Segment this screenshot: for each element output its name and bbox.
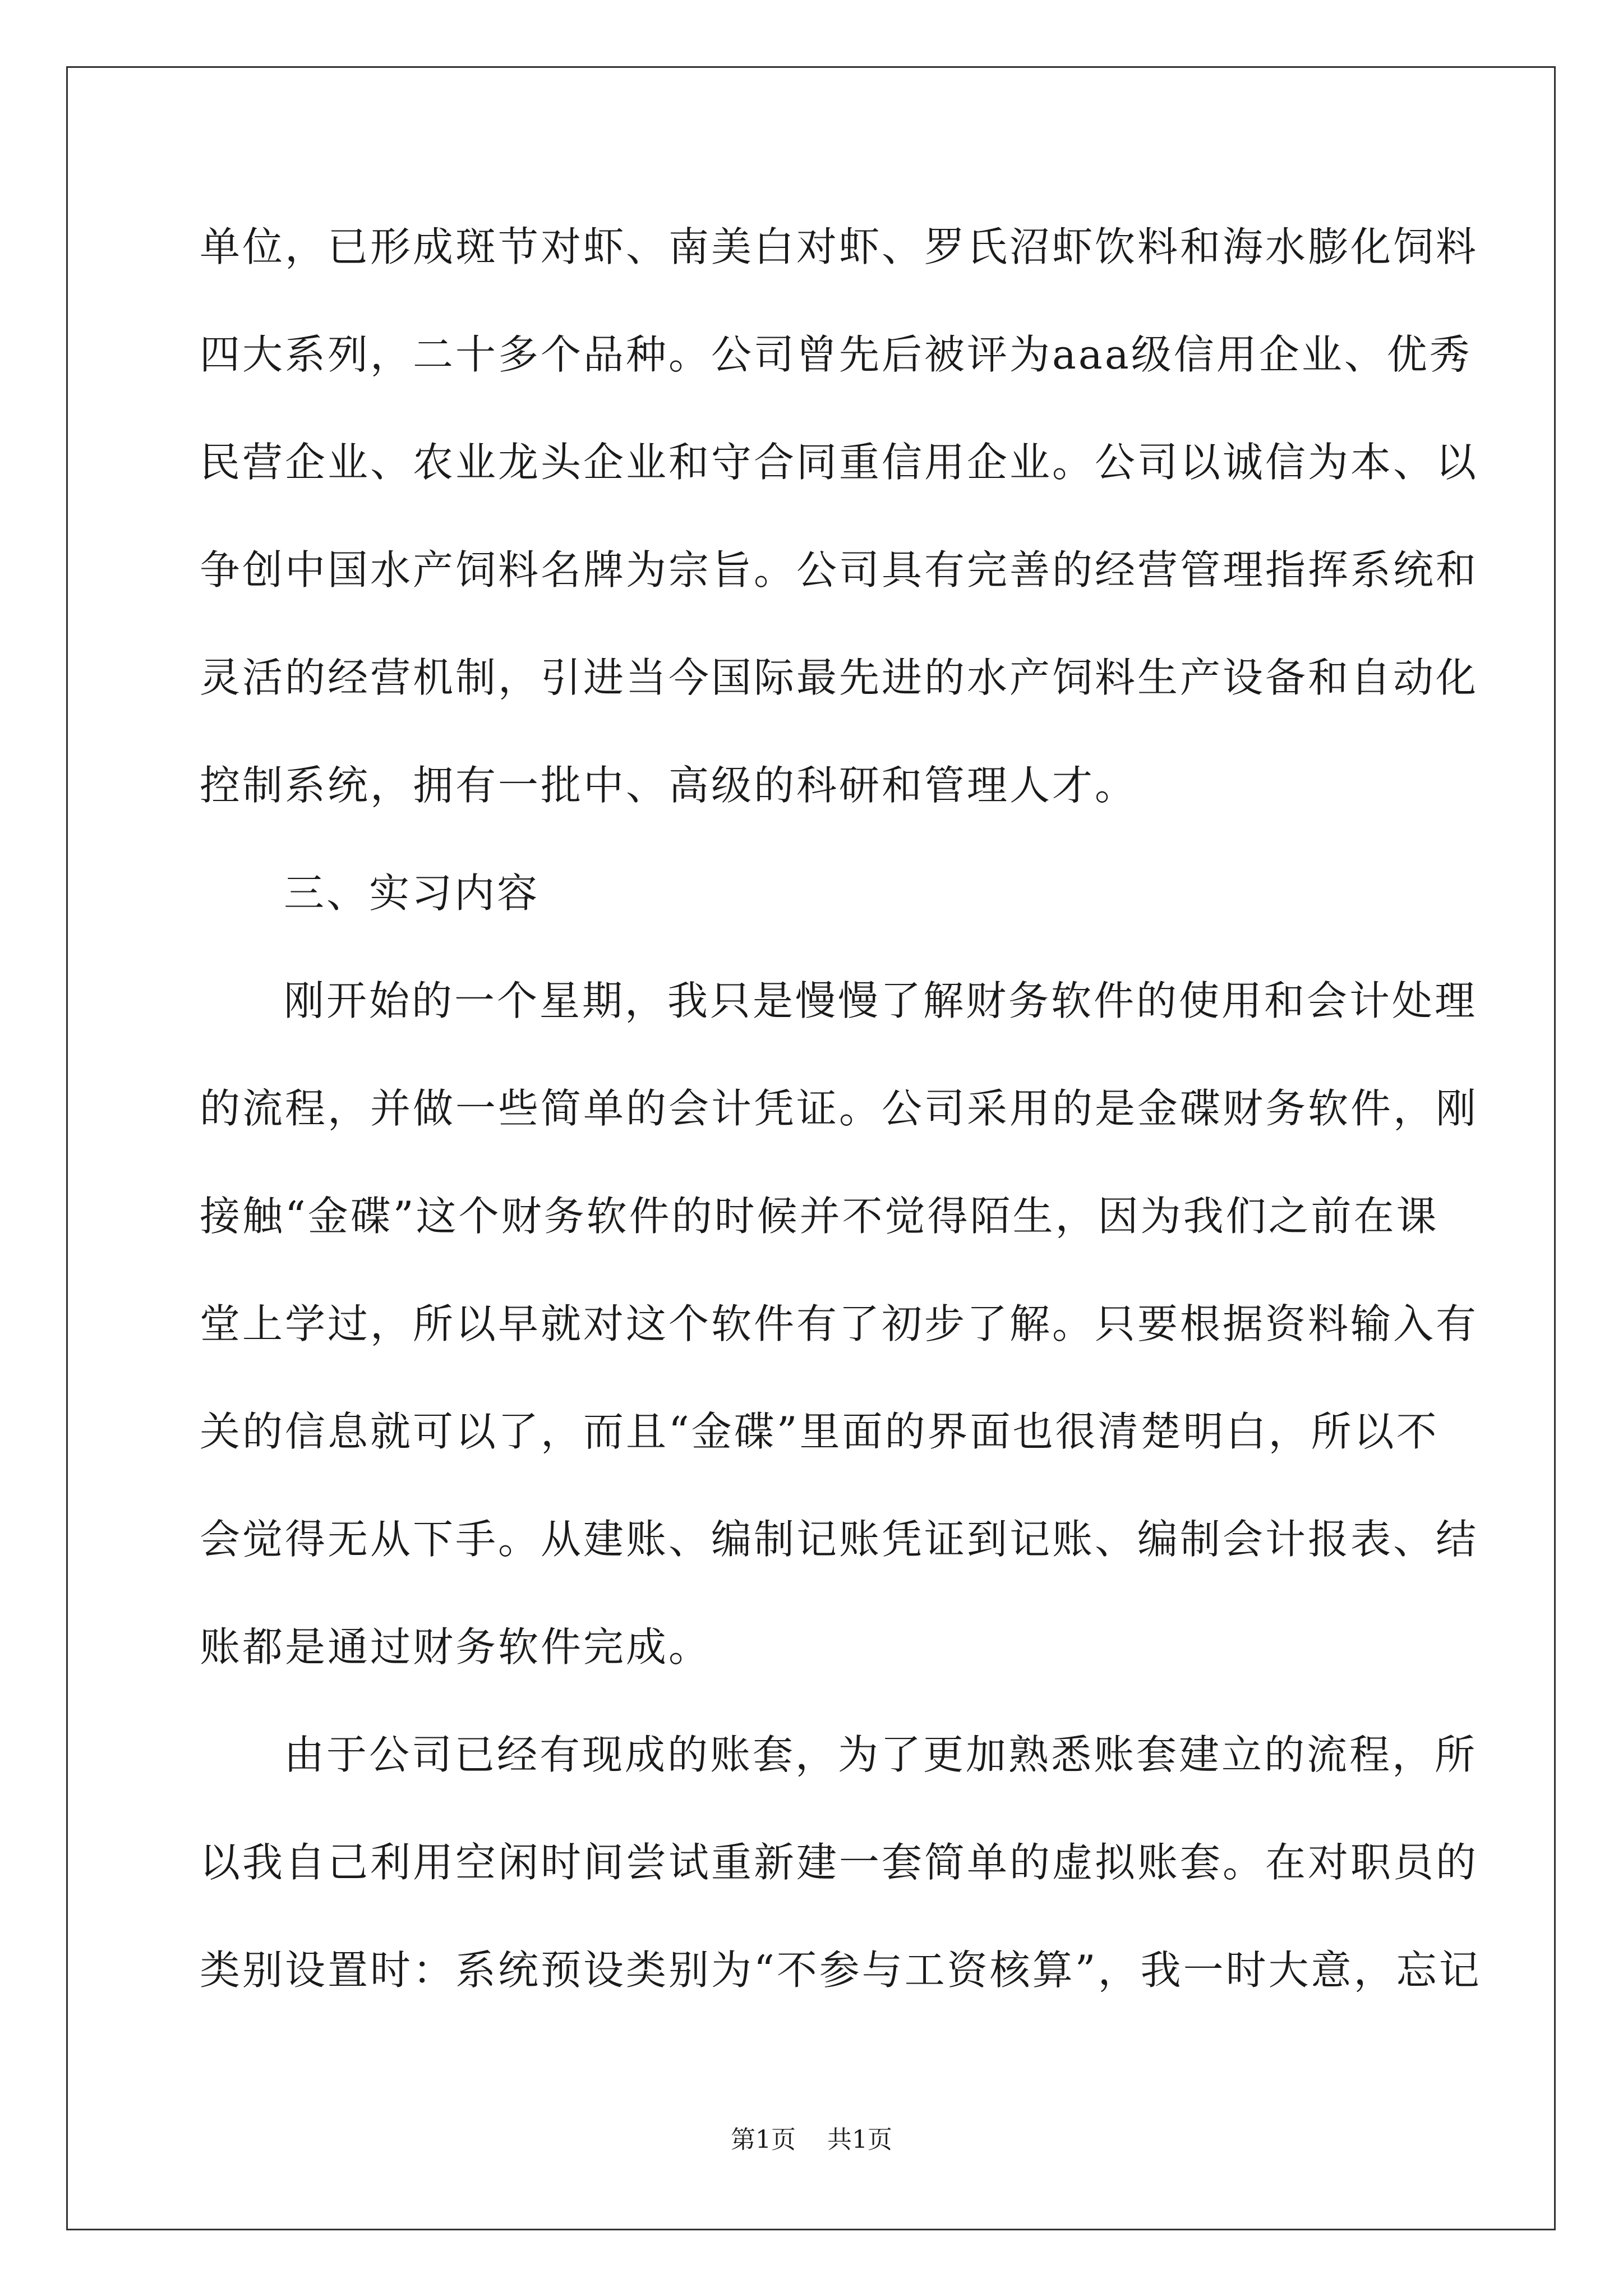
body-line: 灵活的经营机制，引进当今国际最先进的水产饲料生产设备和自动化: [200, 654, 1479, 701]
body-line: 控制系统，拥有一批中、高级的科研和管理人才。: [200, 762, 1138, 809]
body-line: 类别设置时：系统预设类别为“不参与工资核算”，我一时大意，忘记: [200, 1947, 1482, 1994]
document-body: [200, 213, 1482, 2044]
body-line: 关的信息就可以了，而且“金碟”里面的界面也很清楚明白，所以不: [200, 1408, 1439, 1455]
page-footer: [0, 2123, 1623, 2157]
section-heading: 三、实习内容: [284, 869, 540, 917]
body-line: 账都是通过财务软件完成。: [200, 1623, 712, 1671]
body-line: 争创中国水产饲料名牌为宗旨。公司具有完善的经营管理指挥系统和: [200, 546, 1479, 593]
body-line: 单位，已形成斑节对虾、南美白对虾、罗氏沼虾饮料和海水膨化饲料: [200, 223, 1479, 270]
page-number: 第1页: [731, 2125, 796, 2154]
body-line: 接触“金碟”这个财务软件的时候并不觉得陌生，因为我们之前在课: [200, 1193, 1439, 1240]
body-line: 会觉得无从下手。从建账、编制记账凭证到记账、编制会计报表、结: [200, 1516, 1479, 1563]
body-line: 民营企业、农业龙头企业和守合同重信用企业。公司以诚信为本、以: [200, 439, 1479, 486]
body-line: 堂上学过，所以早就对这个软件有了初步了解。只要根据资料输入有: [200, 1300, 1479, 1347]
body-line: 刚开始的一个星期，我只是慢慢了解财务软件的使用和会计处理: [284, 977, 1478, 1024]
body-line: 四大系列，二十多个品种。公司曾先后被评为aaa级信用企业、优秀: [200, 331, 1472, 378]
body-line: 以我自己利用空闲时间尝试重新建一套简单的虚拟账套。在对职员的: [200, 1839, 1479, 1886]
body-line: 由于公司已经有现成的账套，为了更加熟悉账套建立的流程，所: [284, 1731, 1478, 1778]
body-line: 的流程，并做一些简单的会计凭证。公司采用的是金碟财务软件，刚: [200, 1085, 1479, 1132]
page-total: 共1页: [827, 2125, 892, 2154]
